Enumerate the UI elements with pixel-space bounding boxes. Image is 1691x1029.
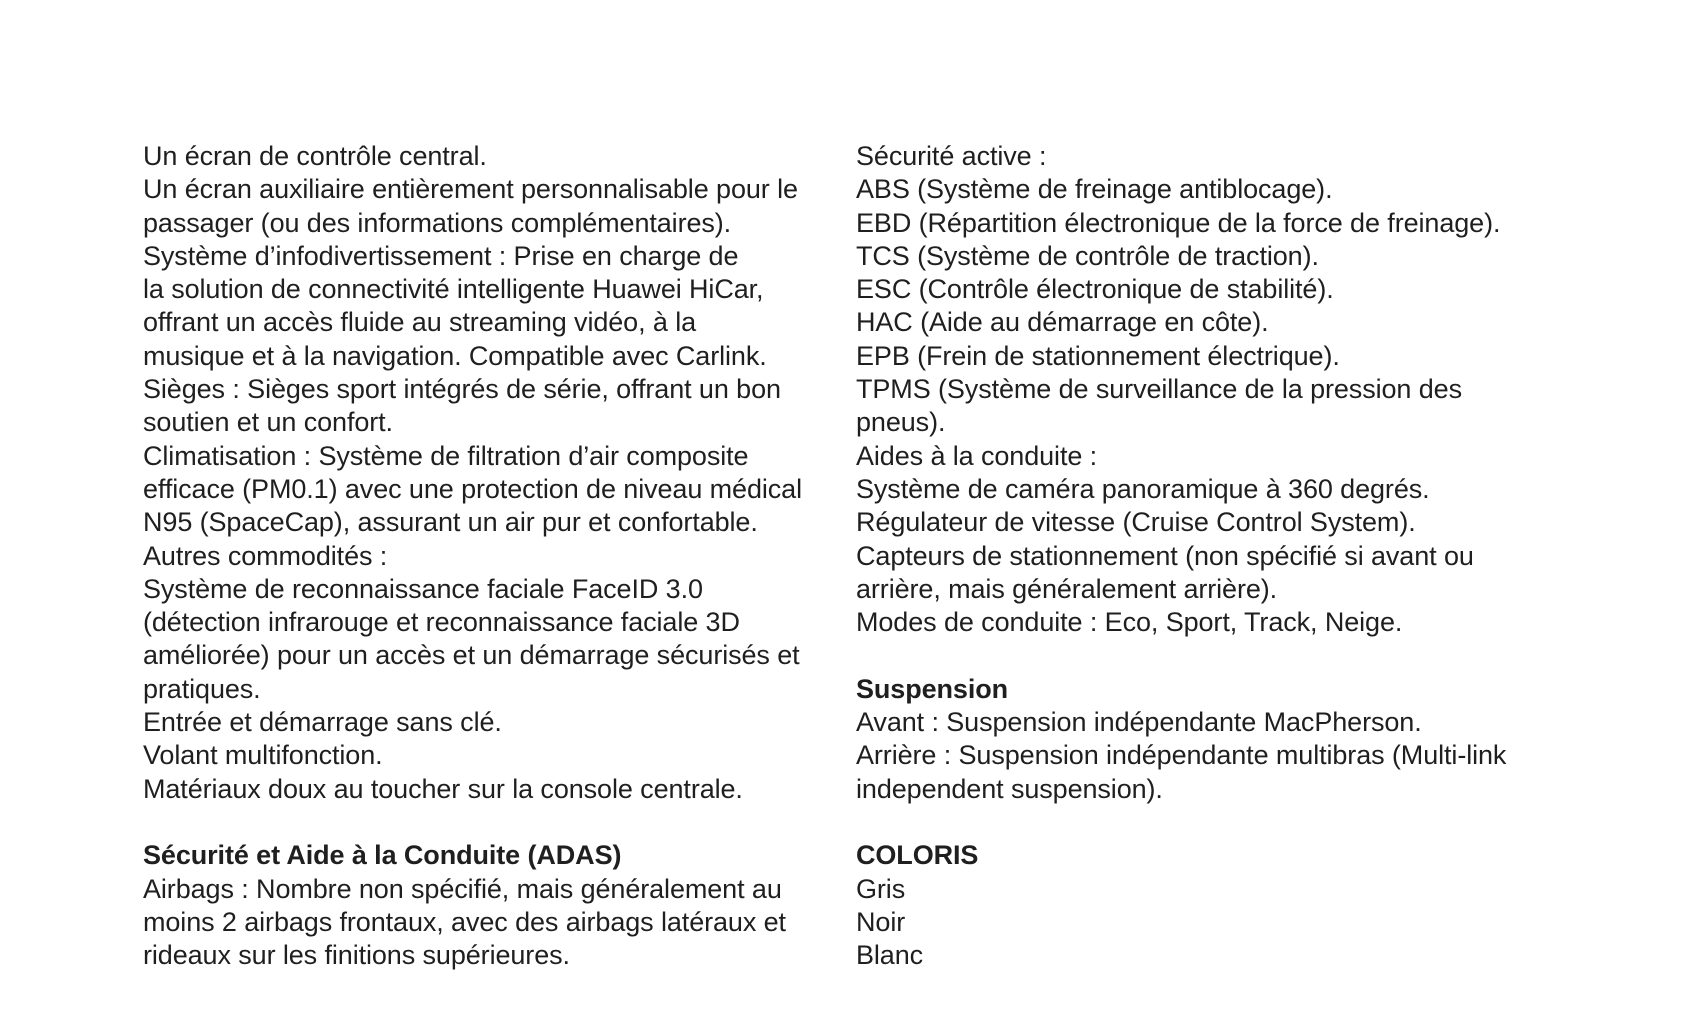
text-line: TPMS (Système de surveillance de la pression des [856, 374, 1462, 405]
text-line: Autres commodités : [143, 540, 388, 571]
text-line: HAC (Aide au démarrage en côte). [856, 307, 1269, 338]
text-line: Aides à la conduite : [856, 440, 1098, 471]
color-item: Gris [856, 873, 906, 904]
left-column [143, 140, 843, 972]
text-line: Modes de conduite : Eco, Sport, Track, Neige. [856, 607, 1403, 638]
text-line: Capteurs de stationnement (non spécifié si avant ou [856, 540, 1474, 571]
text-line: passager (ou des informations complémentaires). [143, 207, 732, 238]
text-line: efficace (PM0.1) avec une protection de niveau médical [143, 473, 802, 504]
text-line: ABS (Système de freinage antiblocage). [856, 174, 1333, 205]
adas-section [143, 839, 843, 972]
text-line: N95 (SpaceCap), assurant un air pur et confortable. [143, 507, 758, 538]
text-line: Entrée et démarrage sans clé. [143, 707, 502, 738]
text-line: Un écran auxiliaire entièrement personnalisable pour le [143, 174, 798, 205]
text-line: Un écran de contrôle central. [143, 141, 487, 171]
text-line: la solution de connectivité intelligente Huawei HiCar, [143, 274, 764, 305]
text-line: Régulateur de vitesse (Cruise Control System). [856, 507, 1416, 538]
text-line: Système d’infodivertissement : Prise en charge de [143, 240, 739, 271]
text-line: arrière, mais généralement arrière). [856, 573, 1278, 604]
text-line: ESC (Contrôle électronique de stabilité). [856, 274, 1334, 305]
text-line: Système de reconnaissance faciale FaceID 3.0 [143, 573, 703, 604]
color-item: Noir [856, 906, 906, 937]
text-line: Volant multifonction. [143, 740, 383, 771]
text-line: rideaux sur les finitions supérieures. [143, 940, 570, 971]
adas-heading: Sécurité et Aide à la Conduite (ADAS) [143, 840, 622, 871]
text-line: pratiques. [143, 673, 261, 704]
text-line: Climatisation : Système de filtration d’air composite [143, 440, 749, 471]
section-gap [856, 639, 1576, 672]
colors-section [856, 839, 1576, 972]
text-line: Matériaux doux au toucher sur la console centrale. [143, 773, 743, 804]
suspension-heading: Suspension [856, 673, 1009, 704]
text-line: (détection infrarouge et reconnaissance faciale 3D [143, 607, 740, 638]
suspension-section [856, 673, 1576, 806]
section-gap [856, 806, 1576, 839]
coloris-heading: COLORIS [856, 840, 979, 871]
text-line: pneus). [856, 407, 946, 438]
text-line: Sièges : Sièges sport intégrés de série, offrant un bon [143, 374, 781, 405]
text-line: EPB (Frein de stationnement électrique). [856, 340, 1340, 371]
text-line: independent suspension). [856, 773, 1163, 804]
text-line: EBD (Répartition électronique de la force de freinage). [856, 207, 1501, 238]
text-line: TCS (Système de contrôle de traction). [856, 240, 1319, 271]
text-line: moins 2 airbags frontaux, avec des airbags latéraux et [143, 906, 786, 937]
text-line: Sécurité active : [856, 141, 1047, 171]
text-line: soutien et un confort. [143, 407, 393, 438]
text-line: Arrière : Suspension indépendante multibras (Multi-link [856, 740, 1507, 771]
section-gap [143, 806, 843, 839]
interior-equipment-section [143, 140, 843, 806]
active-safety-section [856, 140, 1576, 639]
right-column [856, 140, 1576, 972]
text-line: Système de caméra panoramique à 360 degrés. [856, 473, 1430, 504]
text-line: Airbags : Nombre non spécifié, mais généralement au [143, 873, 782, 904]
text-line: musique et à la navigation. Compatible avec Carlink. [143, 340, 767, 371]
text-line: Avant : Suspension indépendante MacPherson. [856, 707, 1422, 738]
color-item: Blanc [856, 940, 924, 971]
text-line: offrant un accès fluide au streaming vidéo, à la [143, 307, 697, 338]
text-line: améliorée) pour un accès et un démarrage sécurisés et [143, 640, 800, 671]
